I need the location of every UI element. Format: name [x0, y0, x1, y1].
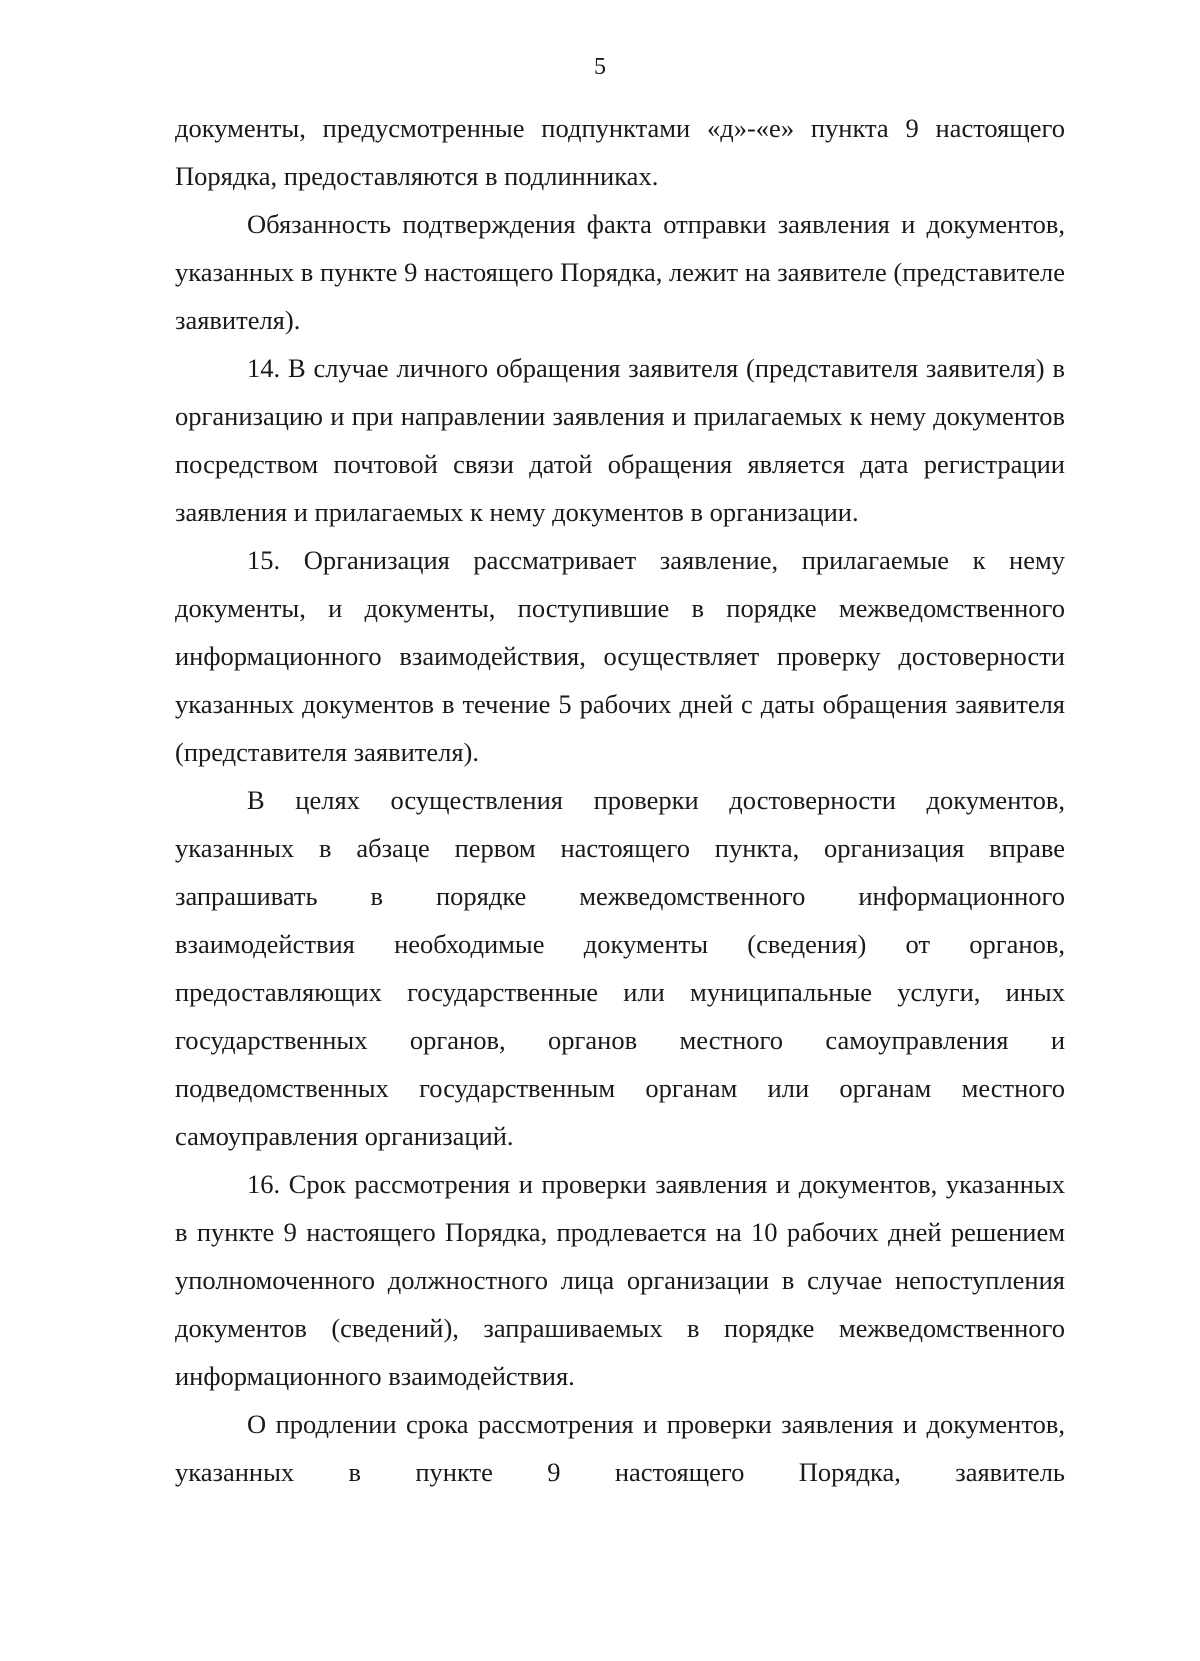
paragraph-item-15: 15. Организация рассматривает заявление, прилагаемые к нему документы, и документы, поступившие в порядке межведомственного информационного взаимодействия, осуществляет проверку достоверности указанных документов в течение 5 рабочих дней с даты обращения заявителя (представителя заявителя).	[175, 545, 1065, 767]
paragraph-item-16: 16. Срок рассмотрения и проверки заявления и документов, указанных в пункте 9 настоящего Порядка, продлевается на 10 рабочих дней решением уполномоченного должностного лица организации в случае непоступления документов (сведений), запрашиваемых в порядке межведомственного информационного взаимодействия.	[175, 1169, 1065, 1391]
paragraph-item-14: 14. В случае личного обращения заявителя (представителя заявителя) в организацию и при направлении заявления и прилагаемых к нему документов посредством почтовой связи датой обращения является дата регистрации заявления и прилагаемых к нему документов в организации.	[175, 353, 1065, 527]
page-number: 5	[594, 54, 606, 80]
paragraph-extension-notice: О продлении срока рассмотрения и проверки заявления и документов, указанных в пункте 9 настоящего Порядка, заявитель	[175, 1409, 1065, 1487]
document-body	[175, 104, 1065, 1496]
paragraph-confirmation-duty: Обязанность подтверждения факта отправки заявления и документов, указанных в пункте 9 настоящего Порядка, лежит на заявителе (представителе заявителя).	[175, 209, 1065, 335]
paragraph-verification-purpose: В целях осуществления проверки достоверности документов, указанных в абзаце первом настоящего пункта, организация вправе запрашивать в порядке межведомственного информационного взаимодействия необходимые документы (сведения) от органов, предоставляющих государственные или муниципальные услуги, иных государственных органов, органов местного самоуправления и подведомственных государственным органам или органам местного самоуправления организаций.	[175, 785, 1065, 1151]
paragraph-continuation: документы, предусмотренные подпунктами «д»-«е» пункта 9 настоящего Порядка, предоставляются в подлинниках.	[175, 113, 1065, 191]
